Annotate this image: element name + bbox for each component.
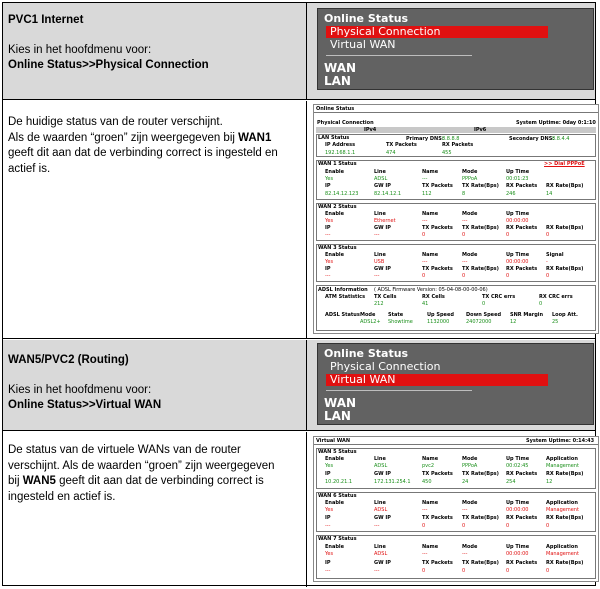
wan1-tx: 112 <box>422 191 432 197</box>
wan6-txp-label: TX Packets <box>422 515 453 521</box>
menu-screenshot-2 <box>317 343 594 425</box>
wan6-name: --- <box>422 507 428 513</box>
lan-ip-value: 192.168.1.1 <box>325 150 356 156</box>
phys-uptime: System Uptime: 0day 0:1:10 <box>516 120 596 126</box>
row2-text <box>3 101 307 338</box>
wan1-enable: Yes <box>325 176 334 182</box>
row3-text <box>3 340 307 430</box>
wan6-app: Management <box>546 507 579 513</box>
wan2-name: --- <box>422 218 428 224</box>
wan3-name-label: Name <box>422 252 439 258</box>
wan3-signal-label: Signal <box>546 252 564 258</box>
wan3-txr-label: TX Rate(Bps) <box>462 266 499 272</box>
wan3-rxr-label: RX Rate(Bps) <box>546 266 584 272</box>
row2-line-1: De huidige status van de router verschijnt. <box>8 116 223 128</box>
wan2-name-label: Name <box>422 211 439 217</box>
row4-image <box>307 432 595 587</box>
wan5-ip-label: IP <box>325 471 331 477</box>
wan2-enable-label: Enable <box>325 211 345 217</box>
wan5-title: WAN5/PVC2 (Routing) <box>8 354 129 366</box>
row2-line-2 <box>8 131 301 147</box>
wan3-enable-label: Enable <box>325 252 345 258</box>
wan1-name: --- <box>422 176 428 182</box>
wan2-uptime: 00:00:00 <box>506 218 529 224</box>
wan2-txr: 0 <box>462 232 466 238</box>
wan6-gw-label: GW IP <box>374 515 391 521</box>
menu1-lan[interactable]: LAN <box>324 74 351 88</box>
wan6-rx: 0 <box>506 523 510 529</box>
wan5-enable-label: Enable <box>325 456 345 462</box>
wan7-txp-label: TX Packets <box>422 560 453 566</box>
row-physical-status <box>3 101 595 339</box>
wan1-rxr-label: RX Rate(Bps) <box>546 183 584 189</box>
wan3-rx: 0 <box>506 273 510 279</box>
adsl-status-label: ADSL Status <box>325 312 360 318</box>
wan7-rxr: 0 <box>546 568 550 574</box>
adsl-snr-label: SNR Margin <box>510 312 544 318</box>
row4-line-2: verschijnt. Als de waarden “groen” zijn weergegeven <box>8 459 275 472</box>
pvc1-instruction: Kies in het hoofdmenu voor: <box>8 43 152 56</box>
lan-status-title: LAN Status <box>318 135 350 141</box>
wan1-ip: 82.14.12.123 <box>325 191 359 197</box>
row2-line-4: actief is. <box>8 162 51 175</box>
wan5-rxp-label: RX Packets <box>506 471 538 477</box>
wan3-section <box>316 244 596 282</box>
menu2-wan[interactable]: WAN <box>324 396 357 410</box>
primary-dns-value: 8.8.8.8 <box>442 136 460 142</box>
wan5-rxr: 12 <box>546 479 553 485</box>
wan6-status-title: WAN 6 Status <box>318 493 357 499</box>
adsl-info-title: ADSL Information <box>318 287 368 293</box>
adsl-state-label: State <box>388 312 404 318</box>
row-virtual-wan-status <box>3 432 595 587</box>
phys-header: Online Status <box>314 105 598 113</box>
wan5-uptime: 00:02:45 <box>506 463 529 469</box>
row4-line-4: ingesteld en actief is. <box>8 490 116 503</box>
wan7-app: Management <box>546 551 579 557</box>
wan3-signal: - <box>546 259 548 265</box>
row-pvc1-internet <box>3 3 595 100</box>
wan2-ip-label: IP <box>325 225 331 231</box>
wan3-line: USB <box>374 259 385 265</box>
wan6-ip: --- <box>325 523 331 529</box>
wan7-ip: --- <box>325 568 331 574</box>
wan3-rxp-label: RX Packets <box>506 266 538 272</box>
wan5-line-label: Line <box>374 456 386 462</box>
wan7-uptime: 00:00:00 <box>506 551 529 557</box>
wan6-uptime: 00:00:00 <box>506 507 529 513</box>
row3-image <box>307 340 595 430</box>
wan3-gw: --- <box>374 273 380 279</box>
wan7-enable: Yes <box>325 551 334 557</box>
wan7-mode: --- <box>462 551 468 557</box>
wan5-mode-label: Mode <box>462 456 478 462</box>
wan5-menu-path: Online Status>>Virtual WAN <box>8 399 162 411</box>
virtual-wan-screenshot <box>313 436 599 582</box>
menu1-separator <box>326 55 472 56</box>
adsl-state: Showtime <box>388 319 413 325</box>
wan5-app: Management <box>546 463 579 469</box>
atm-txcells-label: TX Cells <box>374 294 397 300</box>
instruction-table <box>2 2 596 586</box>
wan6-mode: --- <box>462 507 468 513</box>
wan6-uptime-label: Up Time <box>506 500 530 506</box>
wan2-rxr: 0 <box>546 232 550 238</box>
wan2-title: WAN 2 Status <box>318 204 357 210</box>
wan3-title: WAN 3 Status <box>318 245 357 251</box>
wan5-mode: PPPoA <box>462 463 478 469</box>
wan3-gw-label: GW IP <box>374 266 391 272</box>
wan1-txp-label: TX Packets <box>422 183 453 189</box>
lan-tx-value: 474 <box>386 150 396 156</box>
wan5-rx: 254 <box>506 479 516 485</box>
wan1-title: WAN 1 Status <box>318 161 357 167</box>
wan5-instruction: Kies in het hoofdmenu voor: <box>8 383 152 396</box>
wan5-gw-label: GW IP <box>374 471 391 477</box>
wan1-ip-label: IP <box>325 183 331 189</box>
wan1-line: ADSL <box>374 176 388 182</box>
wan7-uptime-label: Up Time <box>506 544 530 550</box>
wan2-mode-label: Mode <box>462 211 478 217</box>
wan7-line-label: Line <box>374 544 386 550</box>
lan-rx-value: 455 <box>442 150 452 156</box>
wan7-tx: 0 <box>422 568 426 574</box>
wan6-rxr-label: RX Rate(Bps) <box>546 515 584 521</box>
menu2-separator <box>326 390 472 391</box>
atm-rxcrc: 0 <box>539 301 543 307</box>
wan3-uptime-label: Up Time <box>506 252 530 258</box>
wan5-tx: 450 <box>422 479 432 485</box>
adsl-mode-label: Mode <box>360 312 376 318</box>
atm-txcells: 212 <box>374 301 384 307</box>
row4-wan5: WAN5 <box>22 475 56 487</box>
wan2-gw: --- <box>374 232 380 238</box>
menu2-physical-connection[interactable]: Physical Connection <box>330 360 441 373</box>
wan7-line: ADSL <box>374 551 388 557</box>
atm-txcrc: 0 <box>482 301 486 307</box>
wan3-mode: --- <box>462 259 468 265</box>
row2-line-3: geeft dit aan dat de verbinding correct is ingesteld en <box>8 147 278 159</box>
adsl-downspeed: 24072000 <box>466 319 492 325</box>
adsl-upspeed: 1132000 <box>427 319 450 325</box>
wan3-ip-label: IP <box>325 266 331 272</box>
menu1-wan[interactable]: WAN <box>324 61 357 75</box>
wan5-txp-label: TX Packets <box>422 471 453 477</box>
wan1-mode: PPPoA <box>462 176 478 182</box>
wan6-gw: --- <box>374 523 380 529</box>
wan2-section <box>316 203 596 241</box>
wan6-enable: Yes <box>325 507 334 513</box>
physical-connection-screenshot <box>313 104 599 334</box>
wan6-rxr: 0 <box>546 523 550 529</box>
wan6-name-label: Name <box>422 500 439 506</box>
atm-rxcells-label: RX Cells <box>422 294 445 300</box>
wan6-enable-label: Enable <box>325 500 345 506</box>
row-pvc1-text <box>3 3 307 99</box>
virt-uptime: System Uptime: 0:14:43 <box>526 438 595 444</box>
menu1-online-status[interactable]: Online Status <box>324 12 409 25</box>
wan2-gw-label: GW IP <box>374 225 391 231</box>
secondary-dns-value: 8.8.4.4 <box>552 136 570 142</box>
wan6-app-label: Application <box>546 500 578 506</box>
wan5-txr: 24 <box>462 479 469 485</box>
wan6-txr: 0 <box>462 523 466 529</box>
wan2-enable: Yes <box>325 218 334 224</box>
row-wan5-routing <box>3 340 595 431</box>
wan7-rxp-label: RX Packets <box>506 560 538 566</box>
wan3-txr: 0 <box>462 273 466 279</box>
wan5-gw: 172.131.254.1 <box>374 479 411 485</box>
adsl-firmware: ( ADSL Firmware Version: 05-04-08-00-00-06) <box>374 287 488 293</box>
wan6-ip-label: IP <box>325 515 331 521</box>
row2-image <box>307 101 595 338</box>
wan3-tx: 0 <box>422 273 426 279</box>
wan6-line-label: Line <box>374 500 386 506</box>
wan1-gw: 82.14.12.1 <box>374 191 402 197</box>
wan1-mode-label: Mode <box>462 169 478 175</box>
dial-pppoe-link[interactable]: >> Dial PPPoE <box>544 161 585 167</box>
menu2-lan[interactable]: LAN <box>324 409 351 423</box>
pvc1-title: PVC1 Internet <box>8 14 84 26</box>
wan1-enable-label: Enable <box>325 169 345 175</box>
wan7-status-title: WAN 7 Status <box>318 536 357 542</box>
wan3-mode-label: Mode <box>462 252 478 258</box>
phys-pc-label: Physical Connection <box>317 120 374 126</box>
menu1-virtual-wan[interactable]: Virtual WAN <box>330 38 396 51</box>
lan-tx-label: TX Packets <box>386 142 417 148</box>
wan6-rxp-label: RX Packets <box>506 515 538 521</box>
row4-line-1: De status van de virtuele WANs van de router <box>8 444 241 456</box>
wan2-ip: --- <box>325 232 331 238</box>
wan5-name-label: Name <box>422 456 439 462</box>
wan7-rx: 0 <box>506 568 510 574</box>
wan2-mode: --- <box>462 218 468 224</box>
row-pvc1-image <box>307 3 595 99</box>
wan2-uptime-label: Up Time <box>506 211 530 217</box>
wan7-name: --- <box>422 551 428 557</box>
wan5-enable: Yes <box>325 463 334 469</box>
wan1-rxp-label: RX Packets <box>506 183 538 189</box>
wan7-section <box>316 535 596 579</box>
wan1-gw-label: GW IP <box>374 183 391 189</box>
wan1-uptime-label: Up Time <box>506 169 530 175</box>
phys-tabs <box>316 127 596 133</box>
adsl-loop: 25 <box>552 319 559 325</box>
wan1-rxr: 14 <box>546 191 553 197</box>
wan3-enable: Yes <box>325 259 334 265</box>
wan2-rxp-label: RX Packets <box>506 225 538 231</box>
tab-ipv6[interactable]: IPv6 <box>474 127 487 133</box>
adsl-snr: 12 <box>510 319 517 325</box>
wan7-rxr-label: RX Rate(Bps) <box>546 560 584 566</box>
secondary-dns-label: Secondary DNS: <box>509 136 555 142</box>
wan7-app-label: Application <box>546 544 578 550</box>
wan7-mode-label: Mode <box>462 544 478 550</box>
wan7-name-label: Name <box>422 544 439 550</box>
row2-wan1: WAN1 <box>238 131 272 144</box>
wan1-rx: 246 <box>506 191 516 197</box>
row4-text <box>3 432 307 587</box>
wan2-txr-label: TX Rate(Bps) <box>462 225 499 231</box>
adsl-loop-label: Loop Att. <box>552 312 578 318</box>
wan3-line-label: Line <box>374 252 386 258</box>
atm-rxcrc-label: RX CRC errs <box>539 294 573 300</box>
wan6-txr-label: TX Rate(Bps) <box>462 515 499 521</box>
wan7-gw: --- <box>374 568 380 574</box>
wan5-status-title: WAN 5 Status <box>318 449 357 455</box>
lan-rx-label: RX Packets <box>442 142 474 148</box>
menu1-physical-connection[interactable]: Physical Connection <box>330 25 441 38</box>
wan7-gw-label: GW IP <box>374 560 391 566</box>
wan1-name-label: Name <box>422 169 439 175</box>
row4-line-3b: geeft dit aan dat de verbinding correct is <box>55 475 264 487</box>
wan1-txr-label: TX Rate(Bps) <box>462 183 499 189</box>
adsl-upspeed-label: Up Speed <box>427 312 454 318</box>
wan3-txp-label: TX Packets <box>422 266 453 272</box>
atm-rxcells: 41 <box>422 301 429 307</box>
wan2-rx: 0 <box>506 232 510 238</box>
wan1-txr: 8 <box>462 191 466 197</box>
wan7-txr: 0 <box>462 568 466 574</box>
atm-txcrc-label: TX CRC errs <box>482 294 516 300</box>
wan2-rxr-label: RX Rate(Bps) <box>546 225 584 231</box>
wan6-line: ADSL <box>374 507 388 513</box>
menu2-virtual-wan[interactable]: Virtual WAN <box>330 373 396 386</box>
wan2-tx: 0 <box>422 232 426 238</box>
adsl-mode: ADSL2+ <box>360 319 381 325</box>
wan7-txr-label: TX Rate(Bps) <box>462 560 499 566</box>
lan-ip-label: IP Address <box>325 142 356 148</box>
wan7-enable-label: Enable <box>325 544 345 550</box>
primary-dns-label: Primary DNS: <box>406 136 444 142</box>
wan2-line-label: Line <box>374 211 386 217</box>
wan5-name: pvc2 <box>422 463 435 469</box>
atm-statistics-label: ATM Statistics <box>325 294 366 300</box>
pvc1-menu-path: Online Status>>Physical Connection <box>8 59 209 71</box>
wan6-tx: 0 <box>422 523 426 529</box>
wan3-rxr: 0 <box>546 273 550 279</box>
row2-line-2a: Als de waarden “groen” zijn weergegeven bij <box>8 131 239 144</box>
wan1-line-label: Line <box>374 169 386 175</box>
tab-ipv4[interactable]: IPv4 <box>364 127 377 133</box>
wan5-rxr-label: RX Rate(Bps) <box>546 471 584 477</box>
wan5-line: ADSL <box>374 463 388 469</box>
wan5-uptime-label: Up Time <box>506 456 530 462</box>
wan3-ip: --- <box>325 273 331 279</box>
wan6-mode-label: Mode <box>462 500 478 506</box>
row4-line-3 <box>8 474 301 490</box>
wan7-ip-label: IP <box>325 560 331 566</box>
adsl-downspeed-label: Down Speed <box>466 312 502 318</box>
wan5-txr-label: TX Rate(Bps) <box>462 471 499 477</box>
virt-header: Virtual WAN <box>314 437 598 445</box>
wan1-uptime: 00:01:23 <box>506 176 529 182</box>
menu2-online-status[interactable]: Online Status <box>324 347 409 360</box>
wan2-line: Ethernet <box>374 218 396 224</box>
wan3-name: --- <box>422 259 428 265</box>
wan5-app-label: Application <box>546 456 578 462</box>
wan5-ip: 10.20.21.1 <box>325 479 353 485</box>
row4-line-3a: bij <box>8 475 23 487</box>
wan2-txp-label: TX Packets <box>422 225 453 231</box>
menu-screenshot-1 <box>317 8 594 90</box>
wan3-uptime: 00:00:00 <box>506 259 529 265</box>
